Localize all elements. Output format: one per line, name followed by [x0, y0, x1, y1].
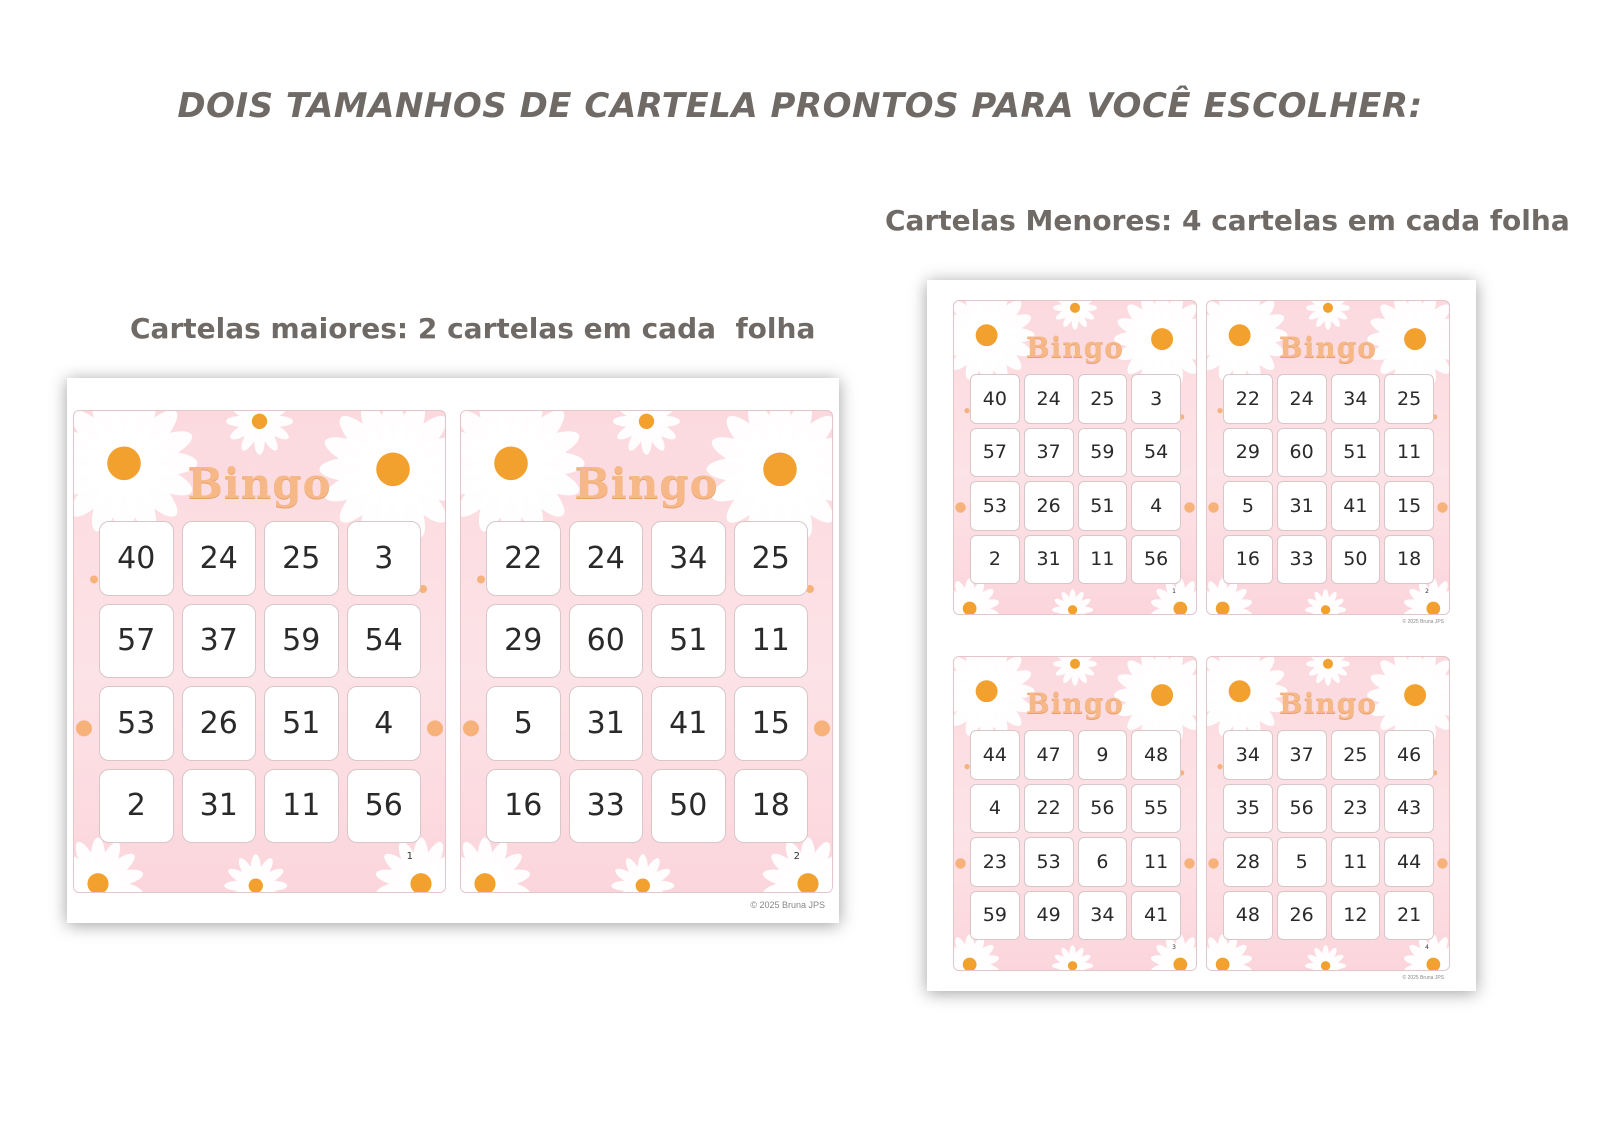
- number-cell: 53: [99, 686, 174, 761]
- number-cell: 25: [1078, 374, 1128, 424]
- small-sheet: [927, 280, 1476, 991]
- number-cell: 21: [1384, 891, 1434, 941]
- number-cell: 50: [651, 769, 726, 844]
- number-cell: 41: [651, 686, 726, 761]
- number-cell: 41: [1331, 481, 1381, 531]
- bingo-heading: Bingo: [574, 459, 719, 508]
- large-card-2: [460, 410, 833, 893]
- number-cell: 44: [1384, 837, 1434, 887]
- number-cell: 29: [486, 604, 561, 679]
- large-cards-caption: Cartelas maiores: 2 cartelas em cada folha: [130, 312, 816, 345]
- number-grid: [1223, 374, 1434, 584]
- number-grid: [970, 730, 1181, 940]
- number-cell: 49: [1024, 891, 1074, 941]
- card-number: 1: [406, 851, 413, 862]
- number-cell: 55: [1131, 784, 1181, 834]
- number-cell: 57: [99, 604, 174, 679]
- number-cell: 59: [264, 604, 339, 679]
- small-card-4: [1206, 656, 1450, 971]
- bingo-heading: Bingo: [1279, 331, 1377, 364]
- number-cell: 3: [347, 521, 422, 596]
- number-cell: 37: [1277, 730, 1327, 780]
- number-cell: 24: [569, 521, 644, 596]
- number-cell: 25: [1384, 374, 1434, 424]
- number-cell: 47: [1024, 730, 1074, 780]
- number-cell: 24: [1024, 374, 1074, 424]
- number-cell: 41: [1131, 891, 1181, 941]
- number-cell: 53: [1024, 837, 1074, 887]
- card-number: 2: [1425, 588, 1429, 595]
- number-cell: 56: [347, 769, 422, 844]
- small-card-1: [953, 300, 1197, 615]
- number-cell: 54: [1131, 428, 1181, 478]
- number-cell: 34: [1331, 374, 1381, 424]
- number-cell: 56: [1078, 784, 1128, 834]
- bingo-heading: Bingo: [187, 459, 332, 508]
- number-cell: 51: [1331, 428, 1381, 478]
- number-cell: 15: [734, 686, 809, 761]
- bingo-heading: Bingo: [1279, 687, 1377, 720]
- number-cell: 34: [1078, 891, 1128, 941]
- number-cell: 44: [970, 730, 1020, 780]
- number-cell: 29: [1223, 428, 1273, 478]
- number-cell: 2: [970, 535, 1020, 585]
- number-cell: 12: [1331, 891, 1381, 941]
- copyright-text: © 2025 Bruna JPS: [1402, 975, 1444, 981]
- number-cell: 51: [1078, 481, 1128, 531]
- card-number: 3: [1172, 944, 1176, 951]
- number-cell: 40: [970, 374, 1020, 424]
- number-cell: 9: [1078, 730, 1128, 780]
- number-cell: 5: [486, 686, 561, 761]
- number-cell: 53: [970, 481, 1020, 531]
- number-cell: 11: [734, 604, 809, 679]
- small-cards-caption: Cartelas Menores: 4 cartelas em cada folha: [885, 204, 1570, 237]
- number-cell: 26: [182, 686, 257, 761]
- number-cell: 48: [1131, 730, 1181, 780]
- number-cell: 59: [1078, 428, 1128, 478]
- number-cell: 48: [1223, 891, 1273, 941]
- small-card-3: [953, 656, 1197, 971]
- copyright-text: © 2025 Bruna JPS: [750, 900, 825, 910]
- number-cell: 4: [347, 686, 422, 761]
- number-cell: 15: [1384, 481, 1434, 531]
- number-cell: 60: [1277, 428, 1327, 478]
- number-cell: 5: [1223, 481, 1273, 531]
- card-number: 4: [1425, 944, 1429, 951]
- number-cell: 34: [1223, 730, 1273, 780]
- number-cell: 24: [182, 521, 257, 596]
- number-cell: 18: [734, 769, 809, 844]
- number-cell: 2: [99, 769, 174, 844]
- number-cell: 5: [1277, 837, 1327, 887]
- number-cell: 11: [1078, 535, 1128, 585]
- small-card-2: [1206, 300, 1450, 615]
- number-cell: 25: [734, 521, 809, 596]
- number-cell: 59: [970, 891, 1020, 941]
- number-cell: 51: [264, 686, 339, 761]
- bingo-heading: Bingo: [1026, 331, 1124, 364]
- large-card-1: [73, 410, 446, 893]
- number-cell: 40: [99, 521, 174, 596]
- number-cell: 11: [264, 769, 339, 844]
- number-grid: [486, 521, 808, 843]
- number-cell: 6: [1078, 837, 1128, 887]
- number-cell: 11: [1331, 837, 1381, 887]
- number-cell: 3: [1131, 374, 1181, 424]
- number-cell: 31: [1277, 481, 1327, 531]
- number-cell: 60: [569, 604, 644, 679]
- copyright-text: © 2025 Bruna JPS: [1402, 619, 1444, 625]
- number-cell: 28: [1223, 837, 1273, 887]
- number-cell: 56: [1131, 535, 1181, 585]
- number-cell: 22: [1024, 784, 1074, 834]
- number-cell: 33: [569, 769, 644, 844]
- number-cell: 23: [1331, 784, 1381, 834]
- number-cell: 24: [1277, 374, 1327, 424]
- number-cell: 46: [1384, 730, 1434, 780]
- number-cell: 54: [347, 604, 422, 679]
- number-cell: 31: [182, 769, 257, 844]
- number-cell: 26: [1024, 481, 1074, 531]
- number-cell: 4: [970, 784, 1020, 834]
- number-cell: 43: [1384, 784, 1434, 834]
- number-cell: 51: [651, 604, 726, 679]
- card-number: 2: [793, 851, 800, 862]
- number-cell: 11: [1131, 837, 1181, 887]
- number-cell: 50: [1331, 535, 1381, 585]
- number-cell: 31: [569, 686, 644, 761]
- number-cell: 57: [970, 428, 1020, 478]
- number-cell: 23: [970, 837, 1020, 887]
- number-cell: 37: [1024, 428, 1074, 478]
- large-sheet: [67, 378, 839, 923]
- number-cell: 16: [1223, 535, 1273, 585]
- number-cell: 22: [486, 521, 561, 596]
- number-grid: [1223, 730, 1434, 940]
- number-cell: 56: [1277, 784, 1327, 834]
- bingo-heading: Bingo: [1026, 687, 1124, 720]
- number-cell: 4: [1131, 481, 1181, 531]
- number-cell: 34: [651, 521, 726, 596]
- number-cell: 25: [1331, 730, 1381, 780]
- number-cell: 33: [1277, 535, 1327, 585]
- number-cell: 37: [182, 604, 257, 679]
- number-cell: 31: [1024, 535, 1074, 585]
- number-cell: 18: [1384, 535, 1434, 585]
- card-number: 1: [1172, 588, 1176, 595]
- number-cell: 11: [1384, 428, 1434, 478]
- number-cell: 35: [1223, 784, 1273, 834]
- number-grid: [99, 521, 421, 843]
- number-cell: 16: [486, 769, 561, 844]
- number-cell: 25: [264, 521, 339, 596]
- number-grid: [970, 374, 1181, 584]
- number-cell: 22: [1223, 374, 1273, 424]
- page-title: DOIS TAMANHOS DE CARTELA PRONTOS PARA VOCÊ ESCOLHER:: [177, 86, 1423, 126]
- number-cell: 26: [1277, 891, 1327, 941]
